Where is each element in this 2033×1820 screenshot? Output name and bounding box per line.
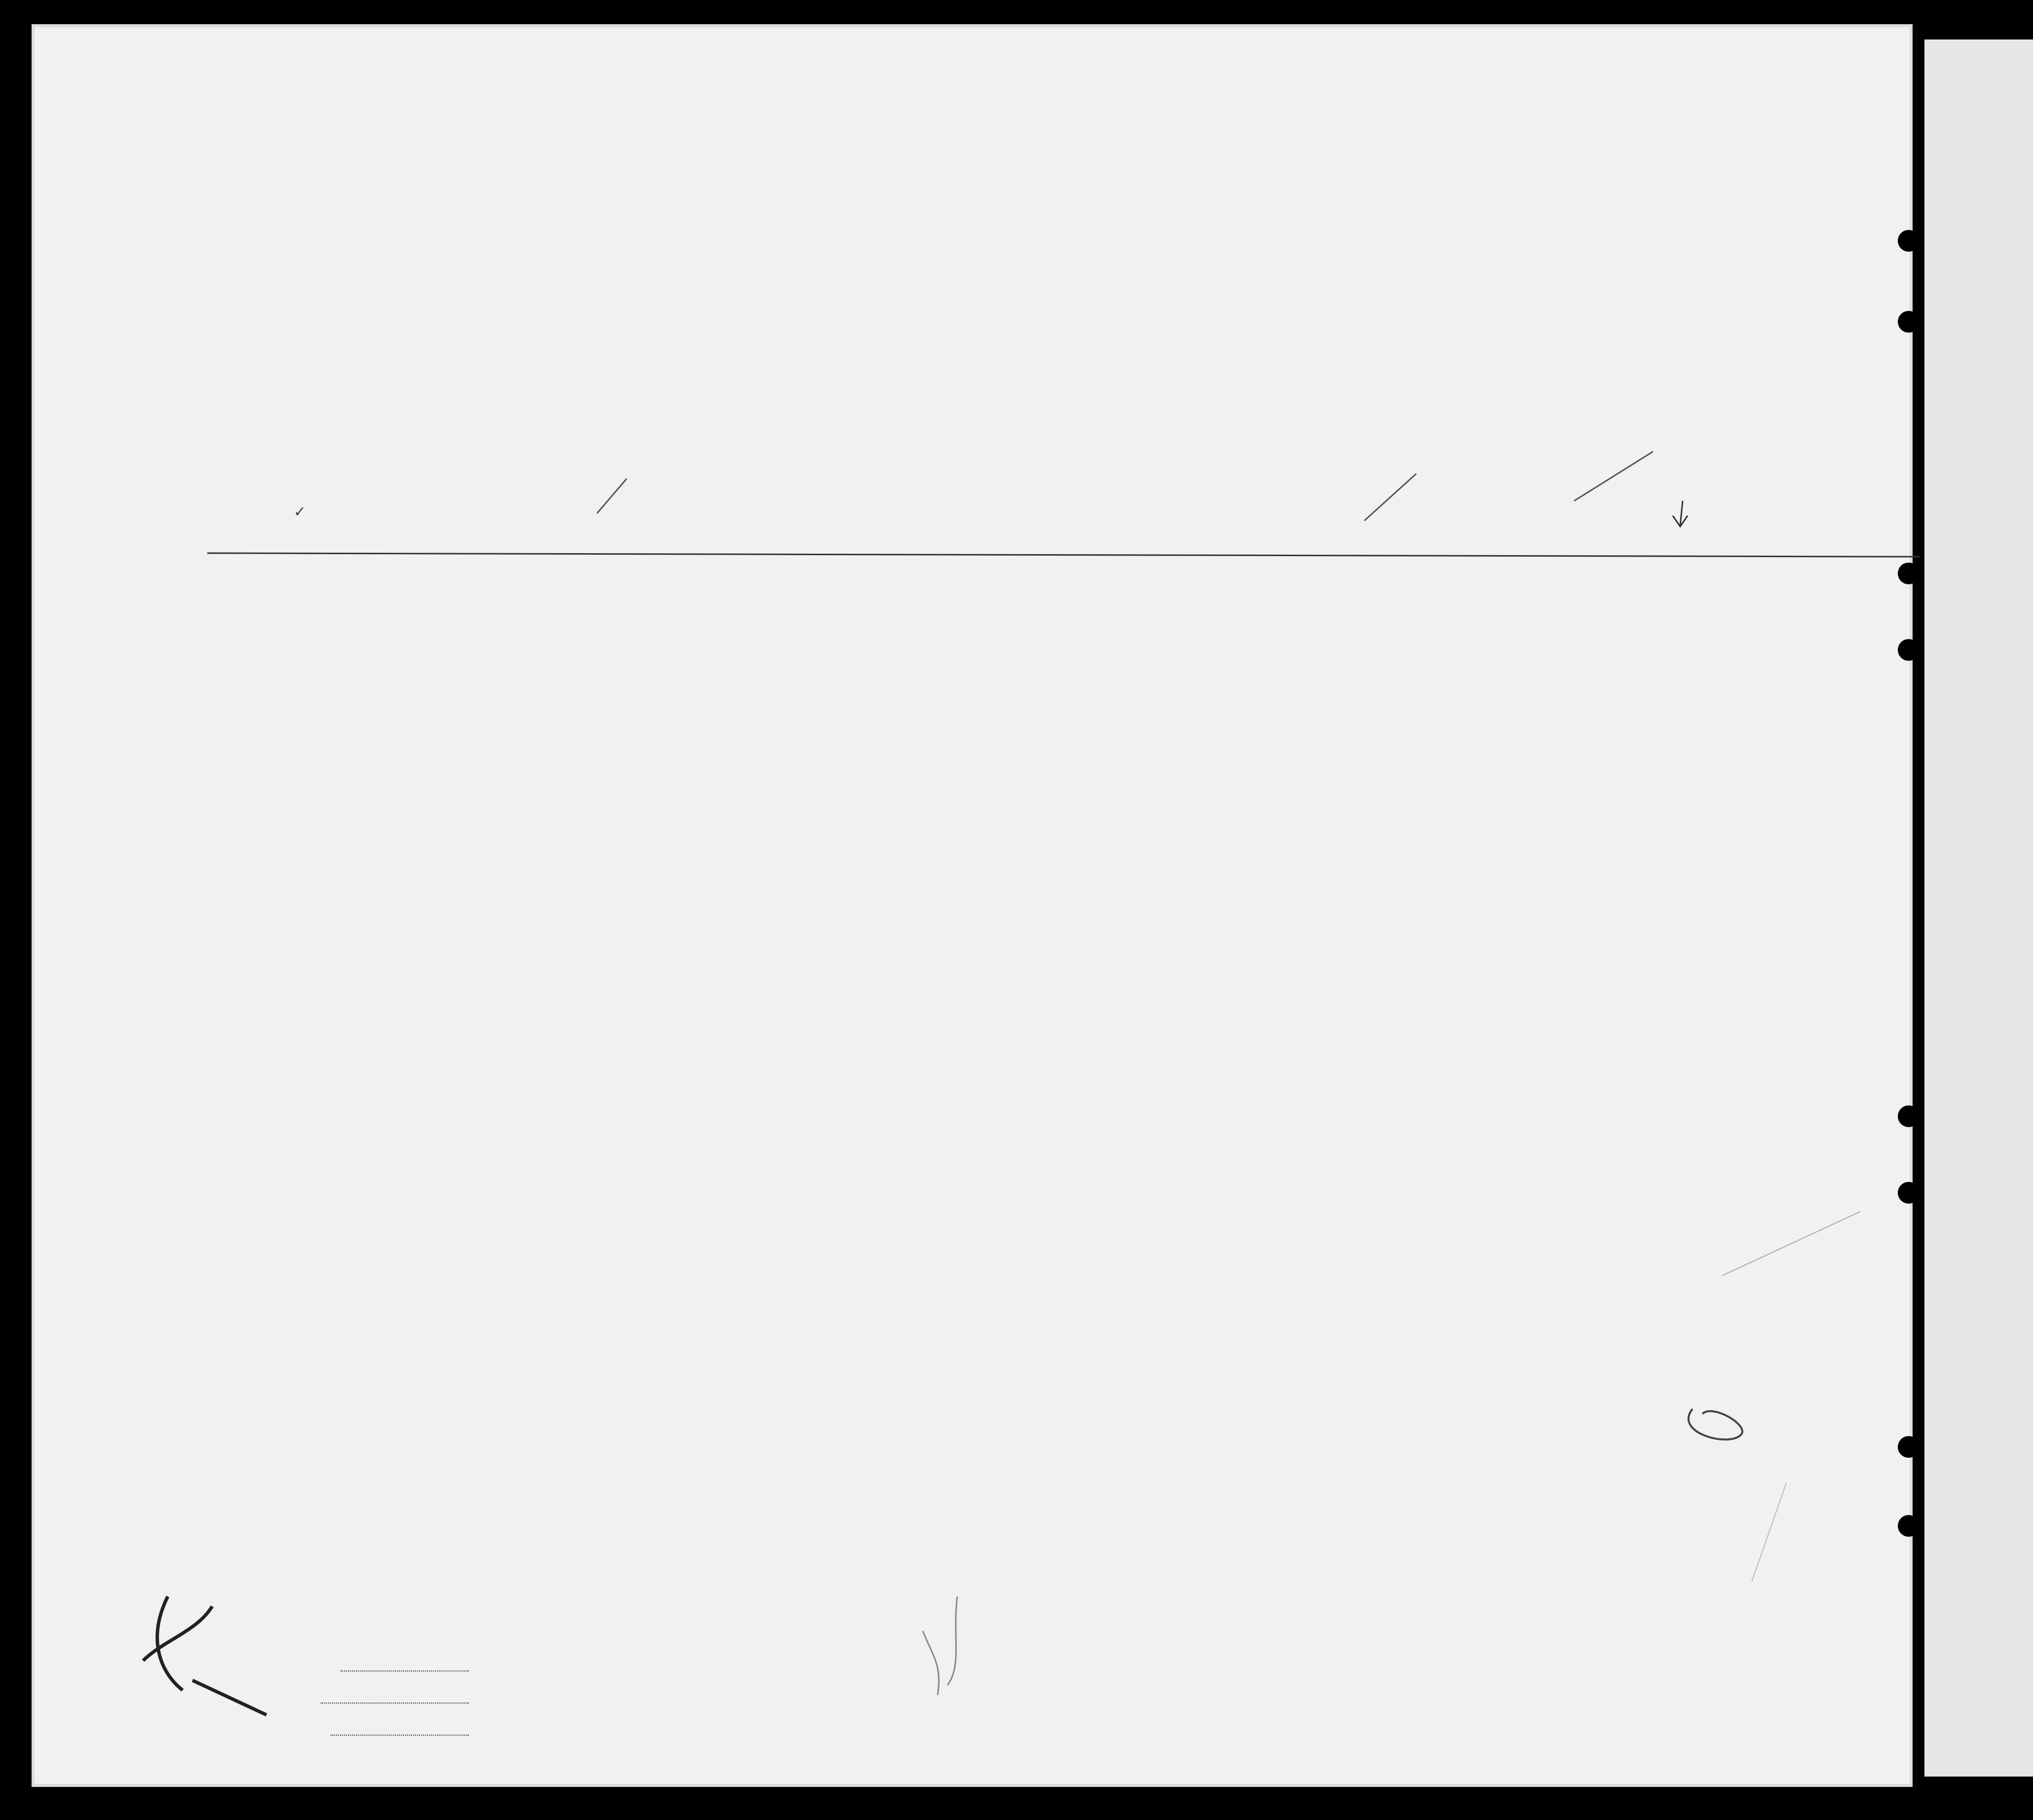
manifest-sheet bbox=[35, 27, 1910, 1784]
punch-hole bbox=[1898, 639, 1920, 661]
aliens-rule bbox=[331, 1735, 469, 1736]
punch-hole bbox=[1898, 311, 1920, 333]
check-mark: ✓ bbox=[294, 504, 306, 520]
total-rule bbox=[340, 1670, 469, 1671]
punch-hole bbox=[1898, 1182, 1920, 1204]
adjacent-sheet bbox=[1924, 39, 2033, 1777]
punch-hole bbox=[1898, 1515, 1920, 1537]
punch-hole bbox=[1898, 230, 1920, 252]
punch-hole bbox=[1898, 1436, 1920, 1458]
punch-hole bbox=[1898, 563, 1920, 584]
pen-marks bbox=[35, 27, 1910, 1784]
citizens-rule bbox=[321, 1703, 469, 1704]
punch-hole bbox=[1898, 1105, 1920, 1127]
